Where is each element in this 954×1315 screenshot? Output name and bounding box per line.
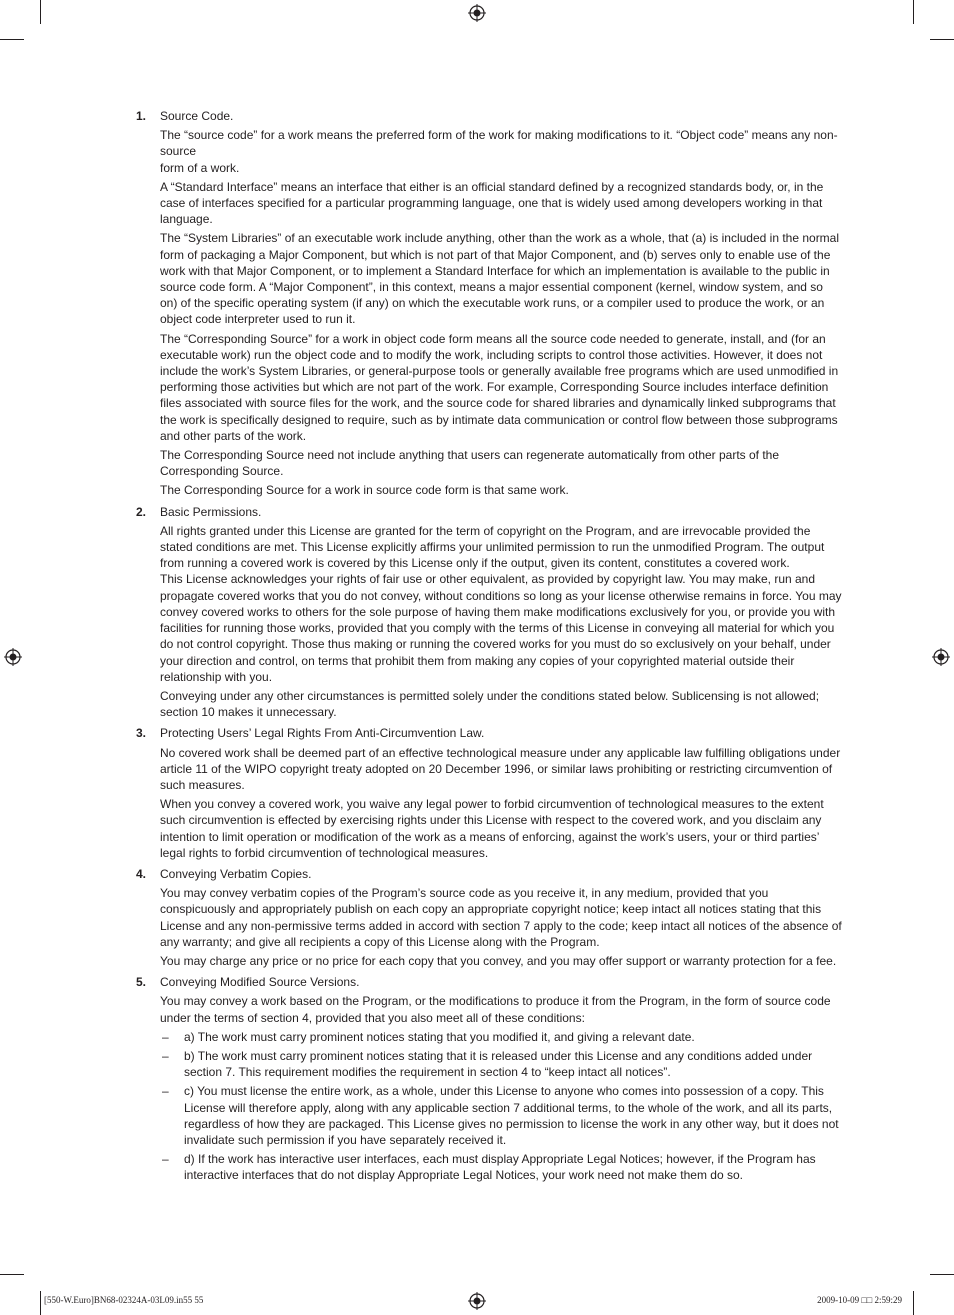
paragraph: You may convey verbatim copies of the Program’s source code as you receive it, in any medium, provided that you conspicuously and appropriately publish on each copy an appropriate copyright notice; keep intact all notices stating that this License and any non-permissive terms added in accord with section 7 apply to the code; keep intact all notices of the absence of any warranty; and give all recipients a copy of this License along with the Program. (160, 886, 842, 949)
paragraph: The Corresponding Source need not include anything that users can regenerate automatically from other parts of the Corresponding Source. (160, 448, 780, 479)
list-item (136, 1029, 842, 1045)
paragraph: Conveying under any other circumstances is permitted solely under the conditions stated below. Sublicensing is not allowed; section 10 makes it unnecessary. (160, 688, 820, 720)
section-title: Basic Permissions. (160, 504, 262, 519)
crop-mark-bottom-left-v (40, 1291, 41, 1315)
section-number: 5. (136, 975, 147, 990)
section-title: Protecting Users’ Legal Rights From Anti-Circumvention Law. (160, 726, 485, 741)
registration-mark-right-icon (932, 648, 950, 666)
crop-mark-top-right-v (913, 0, 914, 24)
crop-mark-top-right-h (930, 39, 954, 40)
section-2 (136, 504, 842, 721)
registration-mark-top-icon (468, 4, 486, 22)
paragraph: When you convey a covered work, you waive any legal power to forbid circumvention of technological measures to the extent such circumvention is effected by exercising rights under this License with respect to the covered work, and you disclaim any intention to limit operation or modification of the work as a means of enforcing, against the work’s users, your or third parties’ legal rights to forbid circumvention of technological measures. (160, 797, 824, 860)
paragraph: form of a work. (160, 160, 240, 175)
list-item-text: c) You must license the entire work, as a whole, under this License to anyone who comes into possession of a copy. This License will therefore apply, along with any applicable section 7 additional terms, to the whole of the work, and all its parts, regardless of how they are packaged. This License gives no permission to license the work in any other way, but it does not invalidate such permission if you have separately received it. (184, 1084, 839, 1147)
section-1 (136, 108, 842, 499)
paragraph: The “source code” for a work means the preferred form of the work for making modifications to it. “Object code” means any non-source (160, 128, 838, 159)
list-item-text: a) The work must carry prominent notices stating that you modified it, and giving a relevant date. (184, 1029, 695, 1044)
paragraph: No covered work shall be deemed part of an effective technological measure under any applicable law fulfilling obligations under article 11 of the WIPO copyright treaty adopted on 20 December 1996, or similar laws prohibiting or restricting circumvention of such measures. (160, 745, 841, 792)
crop-mark-bottom-left-h (0, 1274, 24, 1275)
crop-mark-top-left-v (40, 0, 41, 24)
list-bullet: – (162, 1084, 169, 1099)
list-bullet: – (162, 1029, 169, 1044)
section-number: 3. (136, 726, 147, 741)
section-heading (136, 108, 842, 124)
section-title: Conveying Modified Source Versions. (160, 975, 360, 990)
paragraph: This License acknowledges your rights of fair use or other equivalent, as provided by copyright law. You may make, run and propagate covered works that you do not convey, without conditions so long as your license otherwise remains in force. You may convey covered works to others for the sole purpose of having them make modifications exclusively for you, or provide you with facilities for running those works, provided that you comply with the terms of this License in conveying all material for which you do not control copyright. Those thus making or running the covered works for you must do so exclusively on your behalf, under your direction and control, on terms that prohibit them from making any copies of your copyrighted material outside their relationship with you. (160, 572, 842, 684)
paragraph: You may charge any price or no price for each copy that you convey, and you may offer support or warranty protection for a fee. (160, 953, 837, 968)
paragraph: The “Corresponding Source” for a work in object code form means all the source code needed to generate, install, and (for an executable work) run the object code and to modify the work, including scripts to control those activities. However, it does not include the work’s System Libraries, or general-purpose tools or generally available free programs which are used unmodified in performing those activities but which are not part of the work. For example, Corresponding Source includes interface definition files associated with source files for the work, and the source code for shared libraries and dynamically linked subprograms that the work is specifically designed to require, such as by intimate data communication or control flow between those subprograms and other parts of the work. (160, 331, 839, 443)
section-title: Source Code. (160, 109, 234, 123)
footer-file-info: [550-W.Euro]BN68-02324A-03L09.in55 55 (44, 1295, 204, 1305)
paragraph: The “System Libraries” of an executable work include anything, other than the work as a whole, that (a) is included in the normal form of packaging a Major Component, but which is not part of that Major Component, and (b) serves only to enable use of the work with that Major Component, or to implement a Standard Interface for which an implementation is available to the public in source code form. A “Major Component”, in this context, means a major essential component (kernel, window system, and so on) of the specific operating system (if any) on which the executable work runs, or a compiler used to produce the work, or an object code interpreter used to run it. (160, 231, 840, 327)
paragraph: The Corresponding Source for a work in source code form is that same work. (160, 483, 569, 498)
list-item (136, 1048, 842, 1080)
section-heading (136, 504, 842, 520)
section-heading (136, 974, 842, 990)
crop-mark-top-left-h (0, 39, 24, 40)
section-4 (136, 866, 842, 969)
crop-mark-bottom-right-h (930, 1274, 954, 1275)
registration-mark-bottom-icon (468, 1292, 486, 1310)
list-bullet: – (162, 1152, 169, 1167)
crop-mark-bottom-right-v (913, 1291, 914, 1315)
registration-mark-left-icon (4, 648, 22, 666)
section-title: Conveying Verbatim Copies. (160, 866, 312, 881)
section-5 (136, 974, 842, 1183)
paragraph: A “Standard Interface” means an interface that either is an official standard defined by a recognized standards body, or, in the case of interfaces specified for a particular programming language, one that is widely used among developers working in that language. (160, 179, 824, 227)
list-item-text: b) The work must carry prominent notices stating that it is released under this License and any conditions added under section 7. This requirement modifies the requirement in section 4 to “keep intact all notices”. (184, 1048, 813, 1080)
list-item-text: d) If the work has interactive user interfaces, each must display Appropriate Legal Notices; however, if the Program has interactive interfaces that do not display Appropriate Legal Notices, your work need not make them do so. (184, 1152, 816, 1183)
list-item (136, 1083, 842, 1148)
list-bullet: – (162, 1048, 169, 1063)
section-heading (136, 725, 842, 741)
paragraph: You may convey a work based on the Program, or the modifications to produce it from the Program, in the form of source code under the terms of section 4, provided that you also meet all of these conditions: (160, 994, 831, 1025)
list-item (136, 1151, 842, 1183)
section-3 (136, 725, 842, 861)
section-number: 4. (136, 866, 147, 881)
section-number: 1. (136, 109, 147, 123)
footer-timestamp: 2009-10-09 □□ 2:59:29 (817, 1295, 902, 1305)
paragraph: All rights granted under this License are granted for the term of copyright on the Program, and are irrevocable provided the stated conditions are met. This License explicitly affirms your unlimited permission to run the unmodified Program. The output from running a covered work is covered by this License only if the output, given its content, constitutes a covered work. (160, 523, 825, 571)
section-number: 2. (136, 504, 147, 519)
section-heading (136, 866, 842, 882)
license-body (136, 108, 842, 1187)
